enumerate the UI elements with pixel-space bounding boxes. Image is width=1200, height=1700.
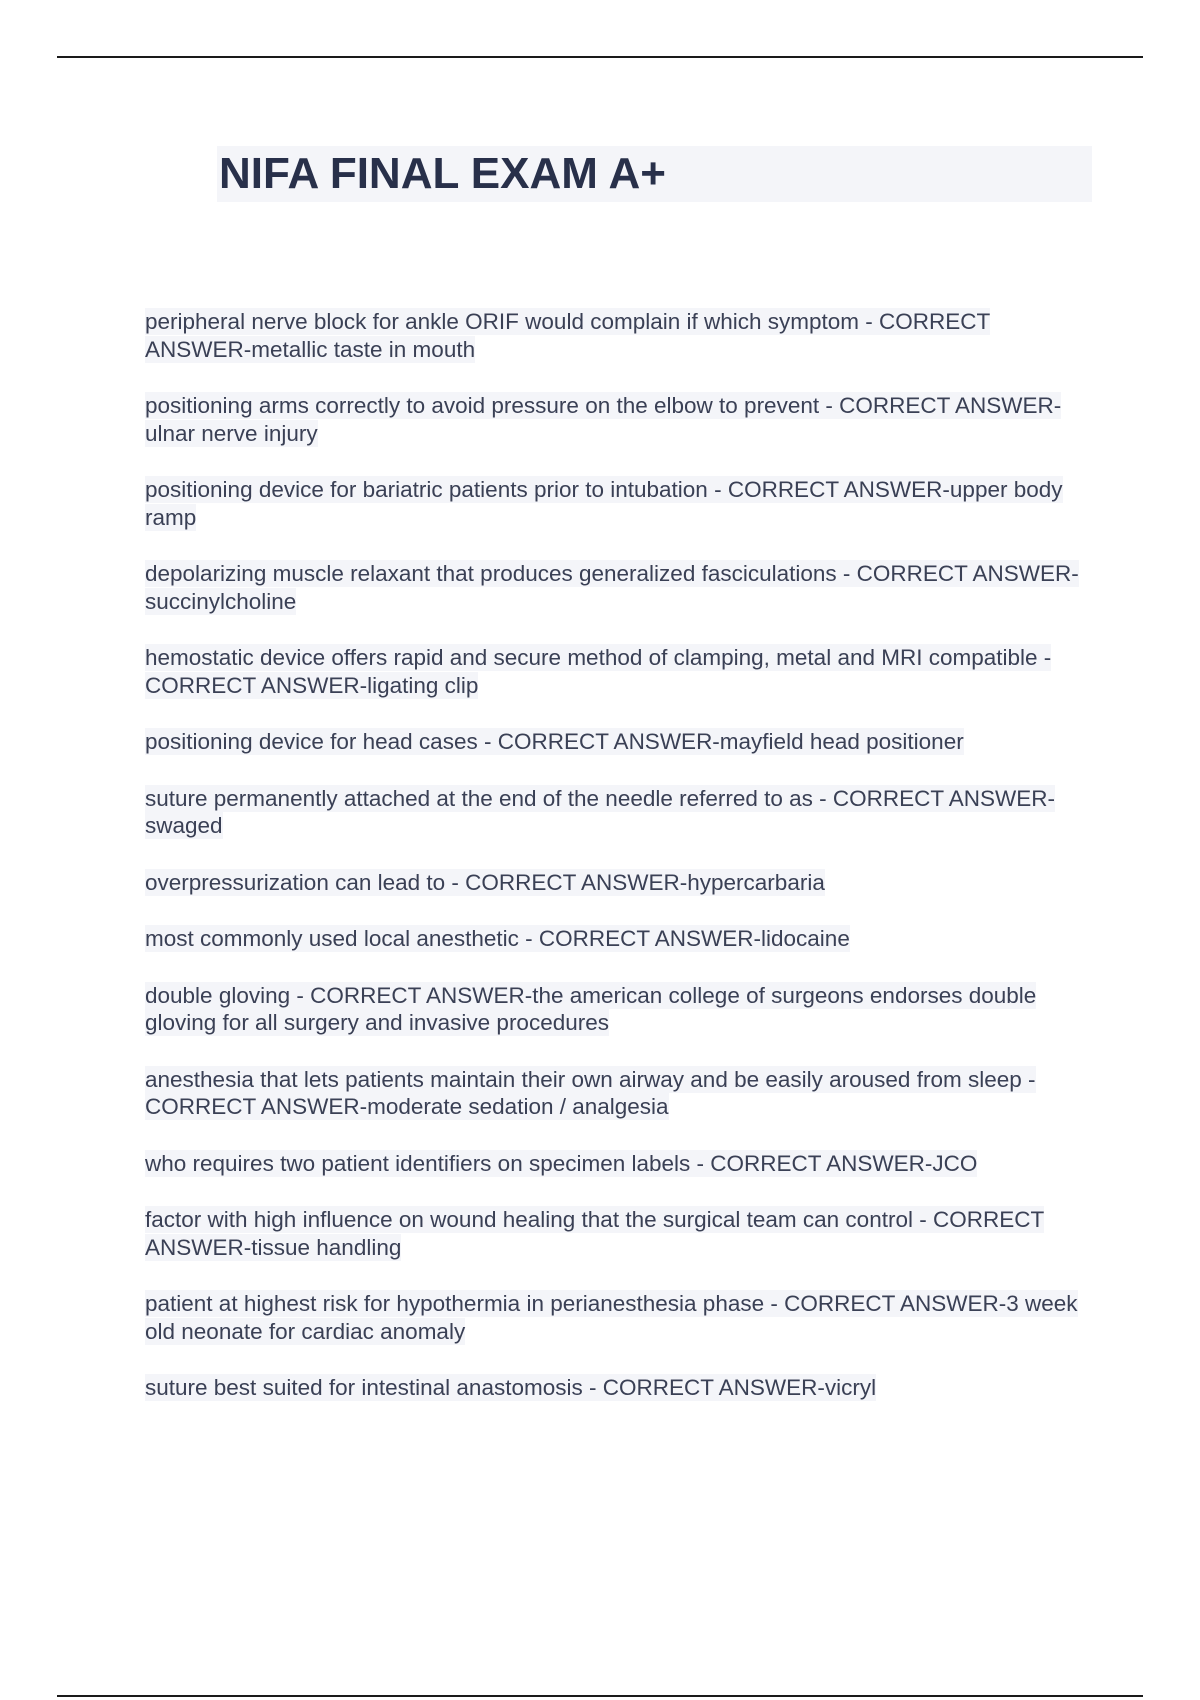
qa-item [145, 1374, 1095, 1402]
footer-rule [57, 1695, 1143, 1697]
qa-text: most commonly used local anesthetic - CORRECT ANSWER-lidocaine [145, 926, 850, 951]
qa-text: suture best suited for intestinal anastomosis - CORRECT ANSWER-vicryl [145, 1375, 877, 1400]
qa-item [145, 1206, 1095, 1261]
qa-item [145, 925, 1095, 953]
qa-item [145, 308, 1095, 363]
qa-item [145, 1150, 1095, 1178]
qa-item [145, 869, 1095, 897]
qa-item [145, 785, 1095, 840]
header-rule [57, 56, 1143, 58]
qa-text: positioning device for bariatric patients prior to intubation - CORRECT ANSWER-upper body ramp [145, 477, 1063, 530]
qa-text: who requires two patient identifiers on specimen labels - CORRECT ANSWER-JCO [145, 1150, 978, 1176]
qa-text: hemostatic device offers rapid and secure method of clamping, metal and MRI compatible - CORRECT ANSWER-ligating clip [145, 645, 1052, 698]
qa-item [145, 1066, 1095, 1121]
document-title: NIFA FINAL EXAM A+ [219, 149, 666, 198]
qa-item [145, 392, 1095, 447]
qa-text: suture permanently attached at the end of the needle referred to as - CORRECT ANSWER-swaged [145, 785, 1056, 838]
qa-item [145, 644, 1095, 699]
qa-text: anesthesia that lets patients maintain their own airway and be easily aroused from sleep - CORRECT ANSWER-moderate sedation / analgesia [145, 1066, 1036, 1119]
qa-text: peripheral nerve block for ankle ORIF would complain if which symptom - CORRECT ANSWER-metallic taste in mouth [145, 309, 991, 362]
qa-item [145, 476, 1095, 531]
qa-text: depolarizing muscle relaxant that produces generalized fasciculations - CORRECT ANSWER-succinylcholine [145, 561, 1079, 614]
qa-text: positioning device for head cases - CORRECT ANSWER-mayfield head positioner [145, 729, 964, 754]
qa-list [145, 308, 1095, 1431]
qa-text: positioning arms correctly to avoid pressure on the elbow to prevent - CORRECT ANSWER-ulnar nerve injury [145, 393, 1062, 446]
qa-item [145, 982, 1095, 1037]
qa-text: overpressurization can lead to - CORRECT ANSWER-hypercarbaria [145, 869, 825, 895]
qa-text: double gloving - CORRECT ANSWER-the american college of surgeons endorses double gloving for all surgery and invasive procedures [145, 982, 1037, 1035]
qa-text: patient at highest risk for hypothermia in perianesthesia phase - CORRECT ANSWER-3 week old neonate for cardiac anomaly [145, 1291, 1078, 1344]
qa-item [145, 728, 1095, 756]
qa-item [145, 560, 1095, 615]
qa-item [145, 1290, 1095, 1345]
qa-text: factor with high influence on wound healing that the surgical team can control - CORRECT ANSWER-tissue handling [145, 1207, 1045, 1260]
